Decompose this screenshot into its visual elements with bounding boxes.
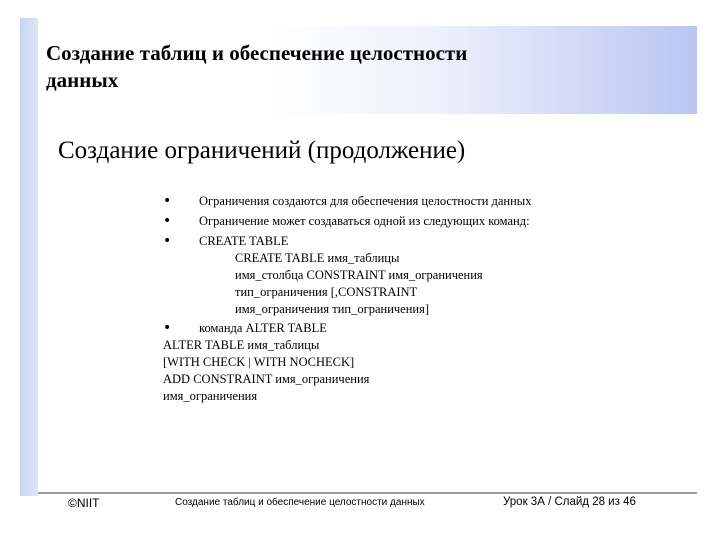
- bullet-text-1: Ограничения создаются для обеспечения целостности данных: [199, 194, 532, 208]
- bullet-text-3: CREATE TABLE: [199, 234, 289, 248]
- footer-divider: [38, 492, 697, 494]
- slide-title-line-1: Создание таблиц и обеспечение целостности: [46, 41, 468, 65]
- footer-course-title: Создание таблиц и обеспечение целостности данных: [175, 497, 425, 508]
- footer-copyright: ©NIIT: [68, 496, 100, 510]
- left-accent-bar: [20, 18, 38, 496]
- alter-syntax-line-1: ALTER TABLE имя_таблицы: [163, 338, 320, 352]
- slide-subtitle: Создание ограничений (продолжение): [58, 137, 466, 164]
- alter-syntax-line-3: ADD CONSTRAINT имя_ограничения: [163, 372, 370, 386]
- alter-syntax-line-2: [WITH CHECK | WITH NOCHECK]: [163, 355, 355, 369]
- bullet-icon: •: [163, 213, 172, 229]
- create-syntax-line-3: тип_ограничения [,CONSTRAINT: [235, 285, 418, 299]
- slide-title: [46, 40, 646, 94]
- bullet-icon: •: [163, 233, 172, 249]
- bullet-icon: •: [163, 193, 172, 209]
- slide-title-line-2: данных: [46, 68, 119, 92]
- alter-syntax-line-4: имя_ограничения: [163, 389, 258, 403]
- create-syntax-line-1: CREATE TABLE имя_таблицы: [235, 251, 400, 265]
- bullet-icon: •: [163, 320, 172, 336]
- footer-slide-number: Урок 3А / Слайд 28 из 46: [503, 496, 636, 508]
- bullet-text-2: Ограничение может создаваться одной из следующих команд:: [199, 214, 530, 228]
- create-syntax-line-2: имя_столбца CONSTRAINT имя_ограничения: [235, 268, 483, 282]
- bullet-text-4: команда ALTER TABLE: [199, 321, 327, 335]
- create-syntax-line-4: имя_ограничения тип_ограничения]: [235, 302, 430, 316]
